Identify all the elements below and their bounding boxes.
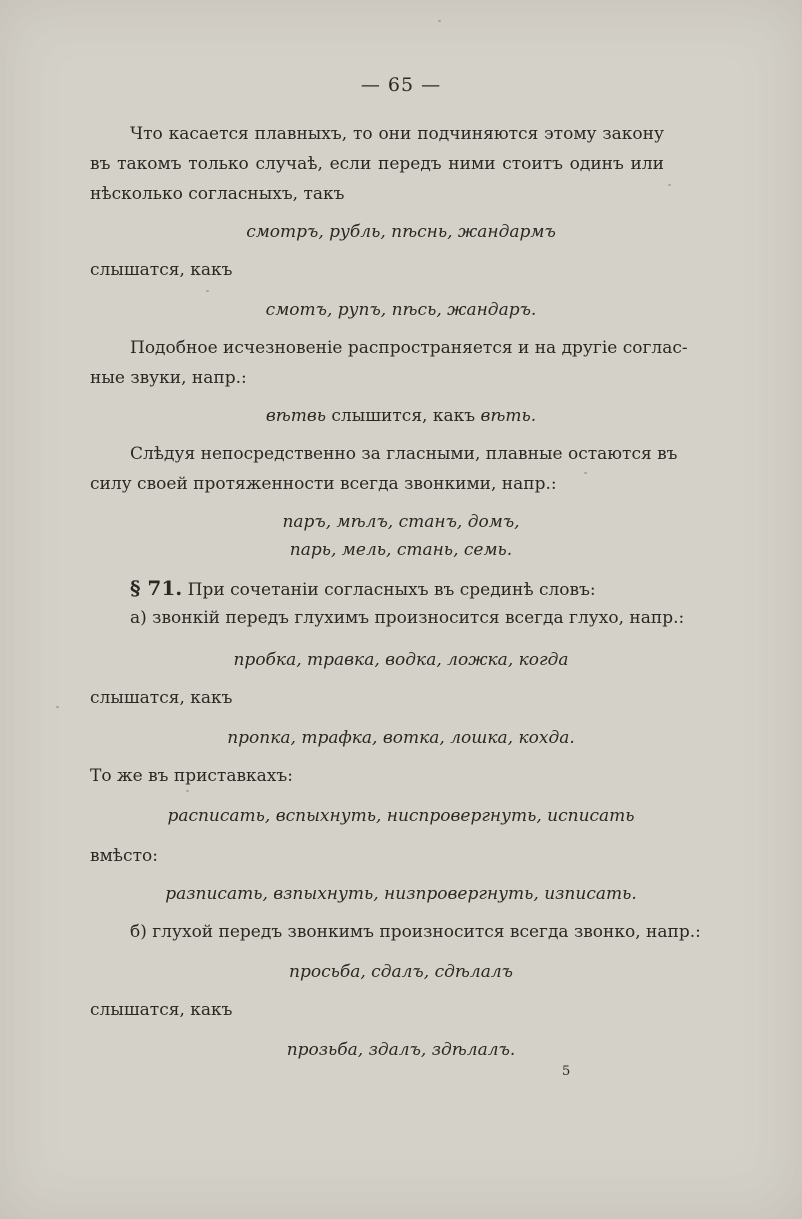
paper-speck <box>206 290 209 292</box>
section-text: При сочетаніи согласныхъ въ срединѣ словъ: <box>187 580 596 600</box>
paper-speck <box>438 20 441 22</box>
example-words-1: смотръ, рубль, пѣснь, жандармъ <box>246 222 556 242</box>
page-number: — 65 — <box>360 74 442 96</box>
paragraph-1-line-3: нѣсколько согласныхъ, такъ <box>90 184 345 204</box>
paper-speck <box>584 472 587 474</box>
example-word-vetv: вѣтвь <box>265 406 326 426</box>
heard-as-label-1: слышатся, какъ <box>90 260 233 280</box>
section-71-heading <box>130 576 596 600</box>
paper-speck <box>668 184 671 186</box>
example-words-8: расписать, вспыхнуть, ниспровергнуть, исписать <box>167 806 635 826</box>
paper-speck <box>56 706 59 708</box>
prefixes-label: То же въ приставкахъ: <box>90 766 293 786</box>
rule-b: б) глухой передъ звонкимъ произносится всегда звонко, напр.: <box>130 922 701 942</box>
example-words-6: пробка, травка, водка, ложка, когда <box>233 650 569 670</box>
example-words-11: прозьба, здалъ, здѣлалъ. <box>286 1040 516 1060</box>
example-line-3 <box>0 406 802 426</box>
section-number: § 71. <box>130 576 183 600</box>
example-words-4: паръ, мѣлъ, станъ, домъ, <box>282 512 520 532</box>
paragraph-2-line-2: ные звуки, напр.: <box>90 368 247 388</box>
example-words-7: пропка, трафка, вотка, лошка, кохда. <box>227 728 575 748</box>
signature-mark: 5 <box>562 1064 571 1079</box>
paper-speck <box>186 790 189 792</box>
paragraph-1-line-1: Что касается плавныхъ, то они подчиняются этому закону <box>130 124 664 144</box>
paragraph-3-line-1: Слѣдуя непосредственно за гласными, плавные остаются въ <box>130 444 678 464</box>
example-words-2: смотъ, рупъ, пѣсь, жандаръ. <box>265 300 537 320</box>
paragraph-1-line-2: въ такомъ только случаѣ, если передъ ними стоитъ одинъ или <box>90 154 664 174</box>
example-word-vet: вѣть. <box>480 406 537 426</box>
paragraph-3-line-2: силу своей протяженности всегда звонкими, напр.: <box>90 474 557 494</box>
rule-a: а) звонкій передъ глухимъ произносится всегда глухо, напр.: <box>130 608 685 628</box>
heard-as-label-2: слышатся, какъ <box>90 688 233 708</box>
heard-as-text: слышится, какъ <box>331 406 476 426</box>
example-words-10: просьба, сдалъ, сдѣлалъ <box>289 962 513 982</box>
example-words-9: разписать, взпыхнуть, низпровергнуть, изписать. <box>165 884 637 904</box>
example-words-5: парь, мель, стань, семь. <box>289 540 513 560</box>
heard-as-label-3: слышатся, какъ <box>90 1000 233 1020</box>
paragraph-2-line-1: Подобное исчезновеніе распространяется и на другіе соглас- <box>130 338 688 358</box>
instead-label: вмѣсто: <box>90 846 158 866</box>
